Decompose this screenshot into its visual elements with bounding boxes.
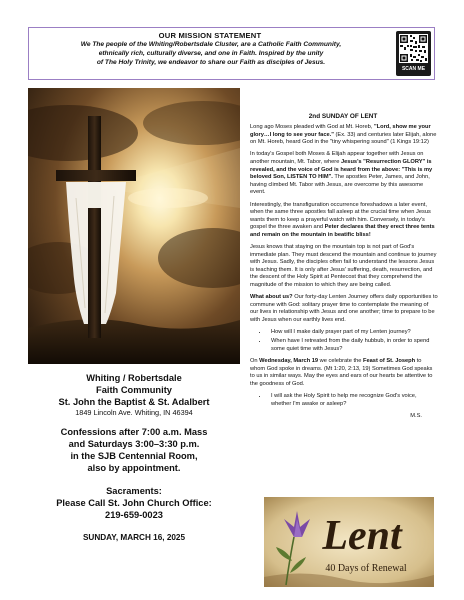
mission-line: ethnically rich, culturally diverse, and one in Faith. Inspired by the unity (98, 50, 324, 57)
lent-title: Lent (322, 513, 402, 559)
reflection-paragraph: Long ago Moses pleaded with God at Mt. Horeb, "Lord, show me your glory…I long to see your face." (Ex. 33) and centuries later Elijah, alone on Mt. Horeb, heard God in the "tiny whispering sound" (1 Kings 19:12) (250, 124, 437, 146)
cross-sunset-photo (28, 88, 240, 364)
qr-code-badge[interactable] (396, 31, 431, 76)
reflection-paragraph: Interestingly, the transfiguration occurrence foreshadows a later event, when the same three apostles fall asleep at the crucial time when Jesus wants them to keep a prayerful watch with him. Conversely, in today's gospel the three awaken and Peter declares that they erect three tents and remain on the mountain in beatific bliss! (250, 201, 435, 238)
reflection-questions (250, 393, 438, 408)
parish-name: Whiting / Robertsdale Faith Community St. John the Baptist & St. Adalbert (58, 373, 210, 407)
bulletin-date: SUNDAY, MARCH 16, 2025 (82, 533, 186, 542)
mission-line: of The Holy Trinity, we endeavor to share our Faith as disciples of Jesus. (96, 59, 326, 66)
reflection-paragraph: Jesus knows that staying on the mountain top is not part of God's immediate plan. They must descend the mountain and continue to journey with Jesus. Sadly, the disciples often fail to understand the lessons Jesus is teaching them. It is only after Jesus' suffering, death, resurrection, and the descent of the Holy Spirit at Pentecost that they comprehend the magnitude of the mission to which they are being called. (250, 244, 437, 289)
parish-address: 1849 Lincoln Ave. Whiting, IN 46394 (75, 408, 193, 417)
mission-heading: OUR MISSION STATEMENT (158, 31, 262, 40)
author-signature: M.S. (410, 412, 422, 419)
mission-text (35, 40, 387, 67)
lent-renewal-graphic (264, 497, 434, 587)
mission-line: We The people of the Whiting/Robertsdale Cluster, are a Catholic Faith Community, (80, 41, 342, 48)
lent-subtitle: 40 Days of Renewal (325, 563, 407, 574)
confession-times: Confessions after 7:00 a.m. Mass and Saturdays 3:00–3:30 p.m. in the SJB Centennial Room, also by appointment. (60, 427, 208, 473)
office-phone[interactable]: 219-659-0023 (105, 510, 163, 520)
reflection-title: 2nd SUNDAY OF LENT (308, 113, 378, 120)
qr-scan-label: SCAN ME (401, 66, 426, 72)
reflection-paragraph: What about us? Our forty-day Lenten Journey offers daily opportunities to commune with God: solitary prayer time to contemplate the meaning of our lives in relationship with Jesus and one another; time to prepare to be with Jesus when our earthly lives end. (250, 294, 438, 324)
sacraments-info: Sacraments: Please Call St. John Church Office: 219-659-0023 (28, 485, 240, 521)
reflection-paragraph: On Wednesday, March 19 we celebrate the Feast of St. Joseph to whom God spoke in dreams. (Mt 1:20, 2:13, 19) Sometimes God speaks to us in similar ways. May the eyes and ears of our hearts be attentive to the goodness of God. (250, 358, 433, 387)
parish-info (28, 372, 240, 544)
list-item: • I will ask the Holy Spirit to help me recognize God's voice, whether I'm awake or asleep? (268, 393, 438, 408)
reflection-questions (250, 329, 438, 353)
reflection-body (250, 124, 438, 421)
reflection-paragraph: In today's Gospel both Moses & Elijah appear together with Jesus on another mountain, Mt. Tabor, where Jesus's "Resurrection GLORY" is revealed, and the voice of God is heard from the above: "This is my beloved Son, LISTEN TO HIM". The apostles Peter, James, and John, having climbed Mt. Tabor with Jesus, are overcome by this awesome event. (250, 151, 433, 196)
list-item: • When have I retreated from the daily hubbub, in order to spend some quiet time with Jesus? (268, 338, 438, 353)
mission-statement-box (28, 27, 435, 80)
list-item: • How will I make daily prayer part of my Lenten journey? (268, 329, 438, 337)
qr-code-icon (399, 34, 428, 63)
